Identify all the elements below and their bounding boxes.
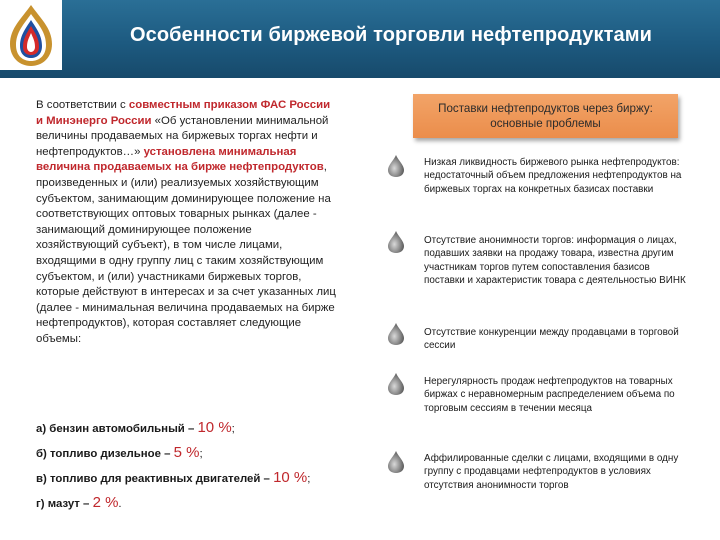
flame-drop-logo-icon xyxy=(0,0,62,70)
regulation-paragraph xyxy=(36,98,336,348)
oil-drop-icon xyxy=(386,230,406,254)
regulation-text xyxy=(36,98,336,348)
volume-list xyxy=(36,420,346,520)
list-item: в) топливо для реактивных двигателей – 10 %; xyxy=(36,469,311,486)
list-item: а) бензин автомобильный – 10 %; xyxy=(36,419,235,436)
order-title: «Об установлении минимальной величины продаваемых на биржевых торгах нефти и нефтепродуктов…» xyxy=(36,114,329,158)
paragraph-intro: В соответствии с xyxy=(36,99,129,111)
problem-item: Аффилированные сделки с лицами, входящими в одну группу с продавцами нефтепродуктов в условиях отсутствия анонимности торгов xyxy=(424,453,679,491)
problem-item: Нерегулярность продаж нефтепродуктов на товарных биржах с неравномерным распределением объема по торговым сессиям в течении месяца xyxy=(424,376,675,414)
page-title: Особенности биржевой торговли нефтепродуктами xyxy=(129,23,653,46)
oil-drop-icon xyxy=(386,154,406,178)
oil-drop-icon xyxy=(386,322,406,346)
problem-item: Отсутствие конкуренции между продавцами в торговой сессии xyxy=(424,327,679,352)
list-item: б) топливо дизельное – 5 %; xyxy=(36,444,203,461)
header-band xyxy=(0,0,720,78)
problem-item: Отсутствие анонимности торгов: информация о лицах, подавших заявки на продажу товара, известна другим участникам торгов путем сопоставления базисов поставки и характеристик товара с деятельностью ВИНК xyxy=(424,235,686,287)
problems-header: Поставки нефтепродуктов через биржу: основные проблемы xyxy=(413,94,678,138)
order-reference: совместным приказом ФАС России и Минэнерго России xyxy=(36,99,331,127)
established-minimum: установлена минимальная величина продаваемых на бирже нефтепродуктов xyxy=(36,145,324,174)
problem-item: Низкая ликвидность биржевого рынка нефтепродуктов: недостаточный объем предложения нефтепродуктов на биржевых торгах на конкретных базисах поставки xyxy=(424,157,682,195)
logo xyxy=(0,0,62,70)
oil-drop-icon xyxy=(386,372,406,396)
list-item: г) мазут – 2 %. xyxy=(36,494,122,511)
paragraph-body: , произведенных и (или) реализуемых хозяйствующим субъектом, занимающим доминирующее положение на соответствующих оптовых товарных рынках (далее - занимающий доминирующее положение хозяйствующий субъект), в том числе лицами, входящими в одну группу лиц с таким хозяйствующим субъектом, и (или) участниками биржевых торгов, которые действуют в интересах и за счет указанных лиц (далее - минимальная величина продаваемых на бирже нефтепродуктов), которая составляет следующие объемы: xyxy=(36,161,336,345)
oil-drop-icon xyxy=(386,450,406,474)
